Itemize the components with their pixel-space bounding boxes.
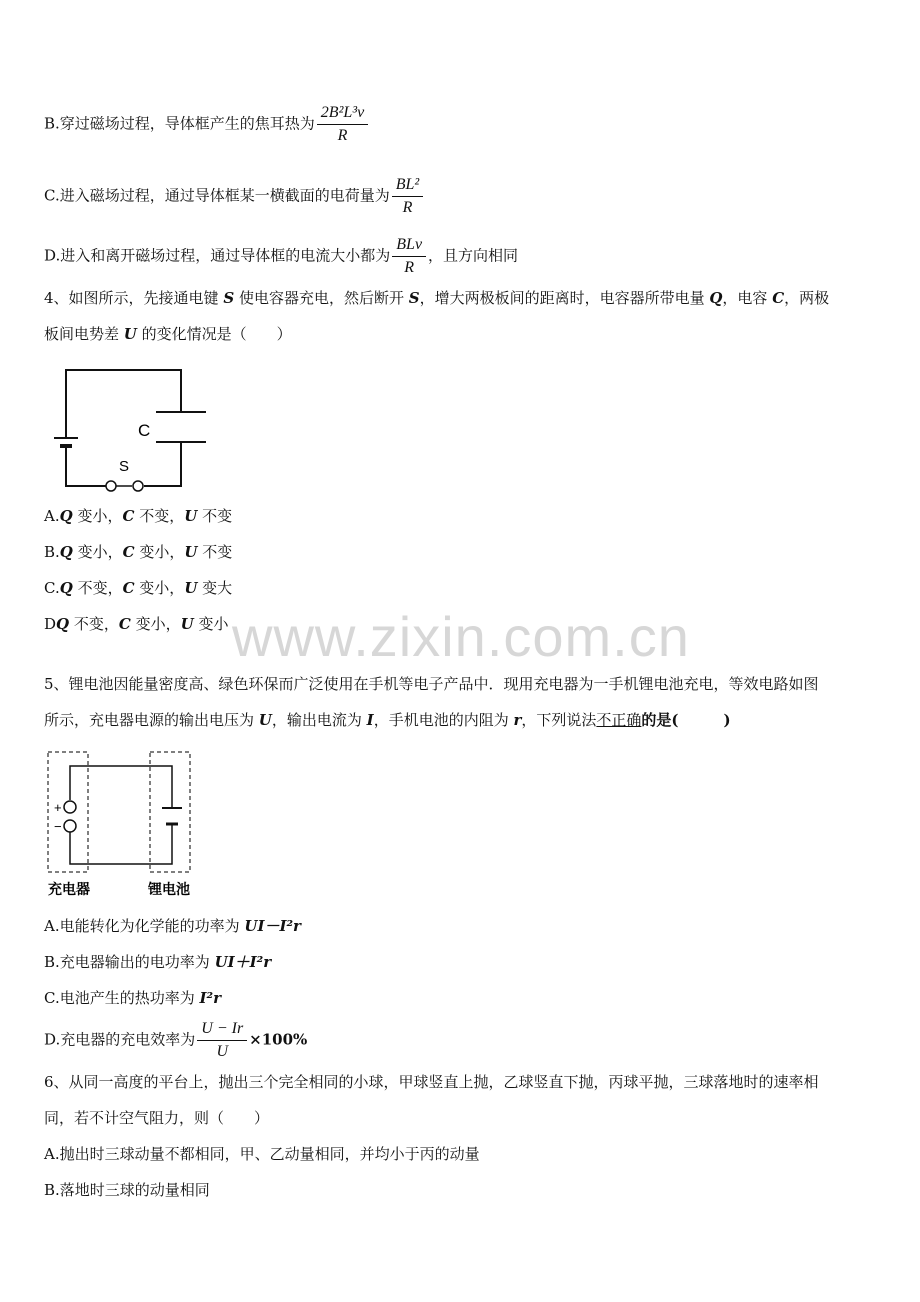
q3-option-c-text: C.进入磁场过程，通过导体框某一横截面的电荷量为 [44, 186, 390, 205]
q3-option-c-fraction: $\frac{\text{BL²}}{R}$ [392, 176, 423, 217]
switch-label: S [119, 458, 130, 475]
circuit-wire-left [66, 448, 106, 486]
q3-option-b-fraction: $\frac{\text{2B²L³v}}{R}$ [317, 104, 368, 145]
q4-stem-line2: 板间电势差 U 的变化情况是（ ） [44, 325, 292, 343]
q5-option-b: B.充电器输出的电功率为 UI＋I²r [44, 953, 272, 971]
q5-option-a: A.电能转化为化学能的功率为 UI－I²r [44, 917, 301, 935]
q4-stem-line1: 4、如图所示，先接通电键 S 使电容器充电，然后断开 S，增大两极板间的距离时，电容器所带电量 Q，电容 C，两极 [44, 289, 830, 307]
q3-option-c [44, 176, 425, 217]
q3-option-d-fraction: $\frac{\text{BLv}}{R}$ [392, 236, 426, 277]
q4-option-d: DQ 不变，C 变小，U 变小 [44, 615, 229, 633]
circuit-wire-bottom [70, 824, 172, 864]
q3-option-b [44, 104, 370, 145]
q6-stem-line1: 6、从同一高度的平台上，抛出三个完全相同的小球，甲球竖直上抛，乙球竖直下抛，丙球平抛，三球落地时的速率相 [44, 1073, 819, 1091]
q6-option-a: A.抛出时三球动量不都相同，甲、乙动量相同，并均小于丙的动量 [44, 1145, 480, 1163]
charger-label: 充电器 [48, 881, 90, 897]
q4-option-c: C.Q 不变，C 变小，U 变大 [44, 579, 233, 597]
q6-stem-line2: 同，若不计空气阻力，则（ ） [44, 1109, 270, 1127]
battery-short-plate [60, 444, 72, 448]
capacitor-label: C [138, 421, 151, 440]
battery-dashed-box [150, 752, 190, 872]
circuit-wire-top [70, 766, 172, 808]
q5-option-d-fraction: $\frac{U - Ir}{U}$ [197, 1020, 247, 1061]
switch-contact-right [133, 481, 143, 491]
q6-option-b: B.落地时三球的动量相同 [44, 1181, 210, 1199]
charger-negative-terminal [64, 820, 76, 832]
circuit-wire-top [66, 370, 181, 438]
q5-stem-line2: 所示，充电器电源的输出电压为 U，输出电流为 I，手机电池的内阻为 r，下列说法不正确的是( ) [44, 711, 731, 729]
q3-option-d: D.进入和离开磁场过程，通过导体框的电流大小都为 $\frac{\text{BLv}}{R}$ ，且方向相同 [44, 236, 519, 276]
q3-option-b-text: B.穿过磁场过程，导体框产生的焦耳热为 [44, 114, 315, 133]
q4-capacitor-circuit-diagram [46, 360, 216, 496]
q5-stem-line1: 5、锂电池因能量密度高、绿色环保而广泛使用在手机等电子产品中．现用充电器为一手机锂电池充电，等效电路如图 [44, 675, 819, 693]
switch-contact-left [106, 481, 116, 491]
q4-option-a: A.Q 变小，C 不变，U 不变 [44, 507, 233, 525]
charger-positive-terminal [64, 801, 76, 813]
q3-option-d-text: D.进入和离开磁场过程，通过导体框的电流大小都为 [44, 246, 391, 265]
watermark: www.zixin.com.cn [232, 605, 690, 668]
minus-label: − [54, 819, 62, 834]
q5-charging-circuit-diagram [44, 746, 204, 900]
circuit-wire-right [144, 442, 181, 486]
battery-label: 锂电池 [148, 881, 190, 897]
plus-label: + [54, 800, 62, 815]
q5-option-c: C.电池产生的热功率为 I²r [44, 989, 221, 1007]
q4-option-b: B.Q 变小，C 变小，U 不变 [44, 543, 233, 561]
q5-option-d: D.充电器的充电效率为 $\frac{U - Ir}{U}$ ×100% [44, 1020, 308, 1060]
